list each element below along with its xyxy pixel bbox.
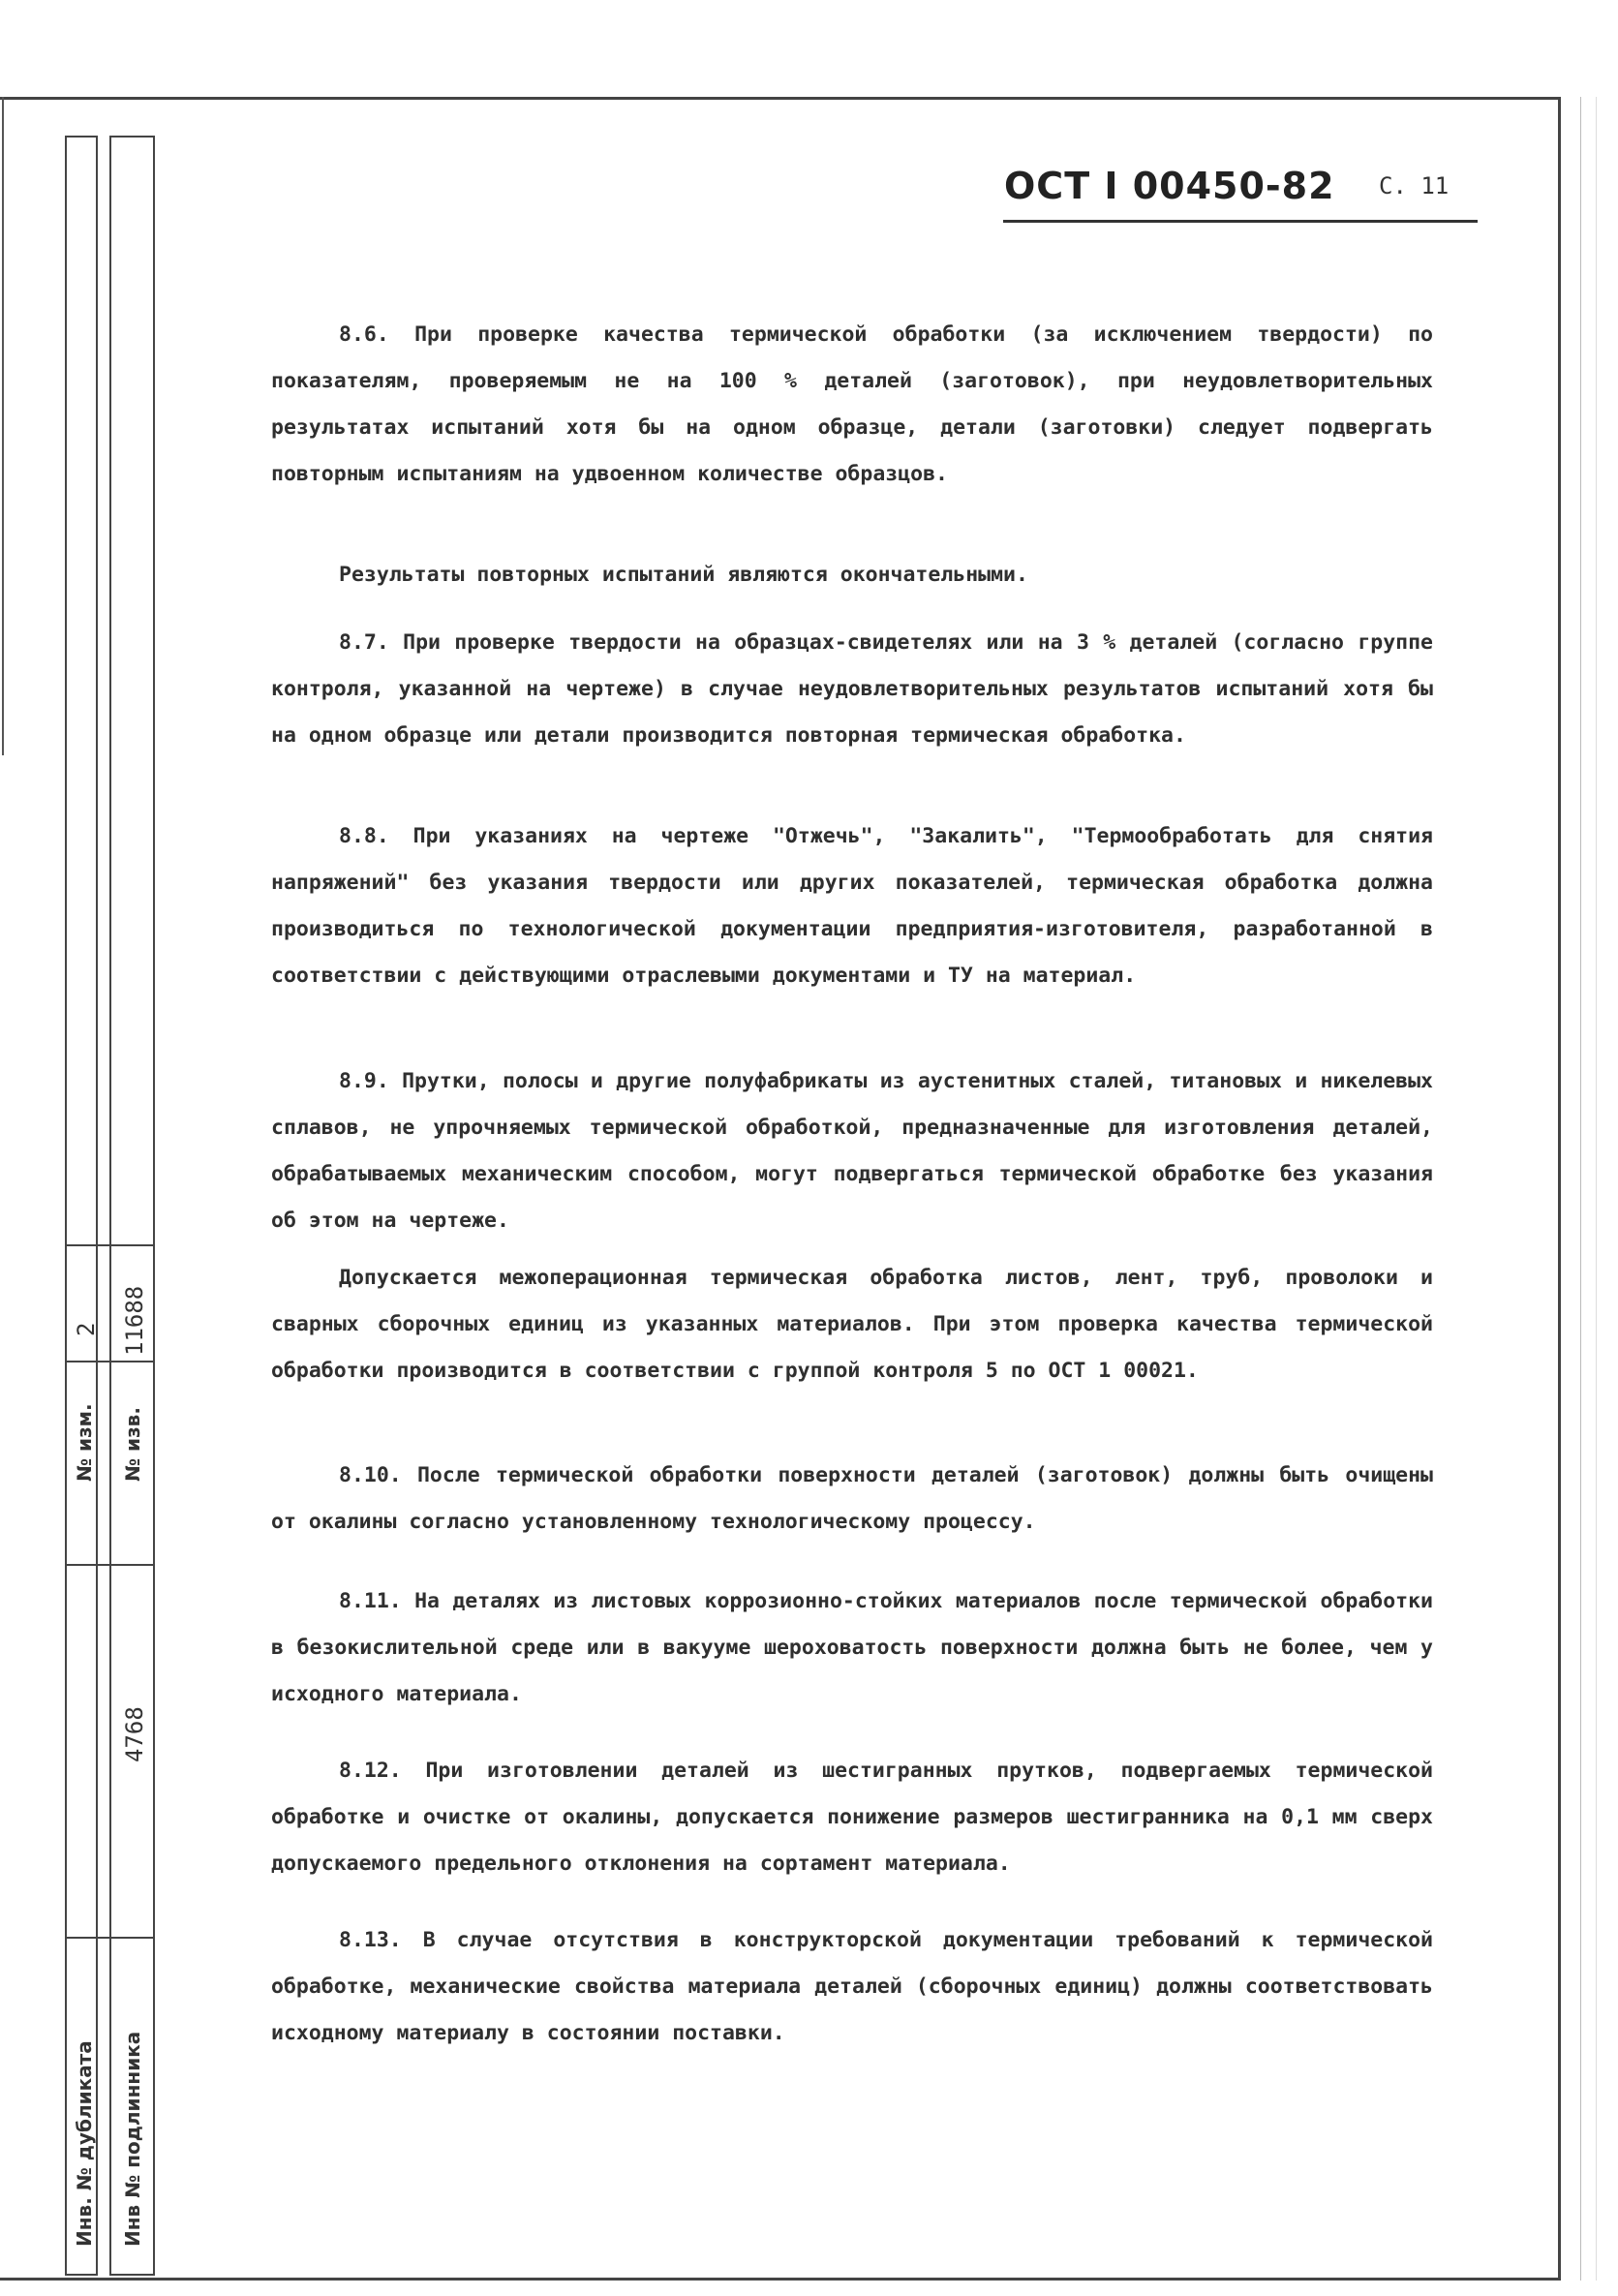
scan-edge-line-2 — [1596, 97, 1597, 2281]
paragraph-8-7: 8.7. При проверке твердости на образцах-свидетелях или на 3 % деталей (согласно группе контроля, указанной на чертеже) в случае неудовлетворительных результатов испытаний хотя бы на одном образце или детали производится повторная термическая обработка. — [271, 630, 1433, 748]
paragraph-8-9: 8.9. Прутки, полосы и другие полуфабрикаты из аустенитных сталей, титановых и никелевых сплавов, не упрочняемых термической обработкой, предназначенные для изготовления деталей, обрабатываемых механическим способом, могут подвергаться термической обработке без указания об этом на чертеже. — [271, 1069, 1433, 1233]
scan-edge-line — [1580, 97, 1581, 2281]
paragraph-8-13: 8.13. В случае отсутствия в конструкторской документации требований к термической обработке, механические свойства материала деталей (сборочных единиц) должны соответствовать исходному материалу в состоянии поставки. — [271, 1928, 1433, 2045]
paragraph-8-11: 8.11. На деталях из листовых коррозионно-стойких материалов после термической обработки в безокислительной среде или в вакууме шероховатость поверхности должна быть не более, чем у исходного материала. — [271, 1589, 1433, 1706]
margin-izv-label: № изв. — [121, 1407, 144, 1482]
margin-separator — [65, 1564, 155, 1566]
margin-izm-label: № изм. — [73, 1403, 96, 1482]
margin-duplicate-value: 4768 — [121, 1706, 148, 1762]
margin-separator — [65, 1937, 155, 1939]
page-number: С. 11 — [1379, 172, 1450, 199]
margin-duplicate-label: Инв. № дубликата — [73, 2040, 96, 2247]
margin-separator — [65, 1244, 155, 1246]
paragraph-8-9-note: Допускается межоперационная термическая обработка листов, лент, труб, проволоки и сварных сборочных единиц из указанных материалов. При этом проверка качества термической обработки производится в соответствии с группой контроля 5 по ОСТ 1 00021. — [271, 1266, 1433, 1383]
margin-izv-value: 11688 — [121, 1285, 148, 1356]
margin-separator — [65, 1361, 155, 1362]
binding-edge-line — [2, 97, 4, 755]
paragraph-8-12: 8.12. При изготовлении деталей из шестигранных прутков, подвергаемых термической обработке и очистке от окалины, допускается понижение размеров шестигранника на 0,1 мм сверх допускаемого предельного отклонения на сортамент материала. — [271, 1759, 1433, 1876]
paragraph-8-10: 8.10. После термической обработки поверхности деталей (заготовок) должны быть очищены от окалины согласно установленному технологическому процессу. — [271, 1463, 1433, 1534]
paragraph-8-8: 8.8. При указаниях на чертеже "Отжечь", "Закалить", "Термообработать для снятия напряжений" без указания твердости или других показателей, термическая обработка должна производиться по технологической документации предприятия-изготовителя, разработанной в соответствии с действующими отраслевыми документами и ТУ на материал. — [271, 824, 1433, 988]
margin-original-label: Инв № подлинника — [121, 2031, 144, 2247]
document-code: ОСТ I 00450-82 — [1004, 165, 1335, 207]
margin-column-right — [109, 136, 155, 2276]
margin-column-left — [65, 136, 98, 2276]
header-rule — [1003, 220, 1478, 223]
paragraph-8-6-result: Результаты повторных испытаний являются окончательными. — [339, 563, 1028, 587]
margin-izm-value: 2 — [73, 1322, 100, 1336]
paragraph-8-6: 8.6. При проверке качества термической обработки (за исключением твердости) по показателям, проверяемым не на 100 % деталей (заготовок), при неудовлетворительных результатах испытаний хотя бы на одном образце, детали (заготовки) следует подвергать повторным испытаниям на удвоенном количестве образцов. — [271, 322, 1433, 486]
